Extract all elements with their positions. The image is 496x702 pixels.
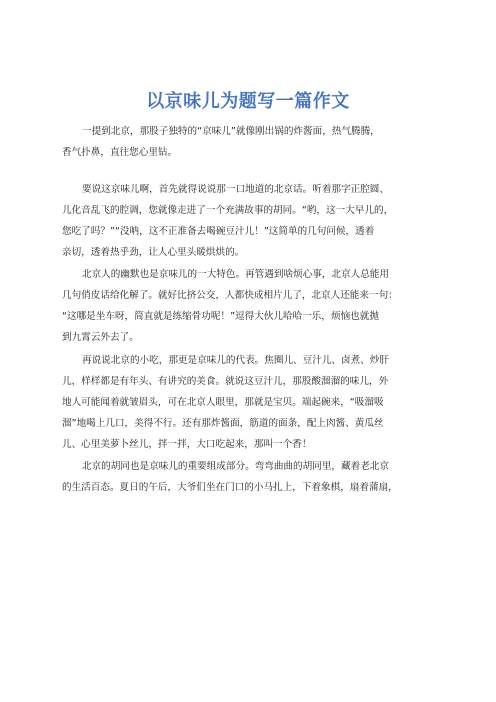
- paragraph-1: [62, 121, 442, 163]
- paragraph-3: [62, 264, 442, 348]
- paragraph-line: 的生活百态。夏日的午后，大爷们坐在门口的小马扎上，下着象棋，扇着蒲扇，: [62, 482, 398, 493]
- paragraph-4: [62, 350, 442, 455]
- paragraph-line: 儿、心里美萝卜丝儿，拌一拌，大口吃起来，那叫一个香！: [62, 439, 312, 450]
- paragraph-line: 再说说北京的小吃，那更是京味儿的代表。焦圈儿、豆汁儿、卤煮、炒肝: [82, 355, 389, 366]
- paragraph-line: 要说这京味儿啊，首先就得说说那一口地道的北京话。听着那字正腔圆、: [82, 184, 389, 195]
- paragraph-line: “这哪是坐车呀，简直就是练缩骨功呢！”逗得大伙儿哈哈一乐，烦恼也就抛: [62, 311, 379, 322]
- paragraph-line: 一提到北京，那股子独特的“京味儿”就像刚出锅的炸酱面，热气腾腾，: [82, 126, 380, 137]
- document-title: 以京味儿为题写一篇作文: [146, 91, 350, 112]
- paragraph-line: 几句俏皮话给化解了。就好比挤公交，人都快成相片儿了，北京人还能来一句：: [62, 290, 398, 301]
- paragraph-line: 到九霄云外去了。: [62, 332, 139, 343]
- paragraph-line: 儿化音乱飞的腔调，您就像走进了一个充满故事的胡同。“哟，这一大早儿的，: [62, 205, 394, 216]
- paragraph-2: [62, 179, 442, 263]
- paragraph-line: 北京人的幽默也是京味儿的一大特色。再管遇到啥烦心事，北京人总能用: [82, 269, 389, 280]
- paragraph-line: 地人可能闻着就皱眉头，可在北京人眼里，那就是宝贝。端起碗来，“吸溜吸: [62, 397, 384, 408]
- paragraph-line: 您吃了吗？”“没呐，这不正准备去喝碗豆汁儿！”这简单的几句问候，透着: [62, 226, 375, 237]
- paragraph-line: 香气扑鼻，直往您心里钻。: [62, 147, 178, 158]
- paragraph-5: [62, 456, 442, 498]
- paragraph-line: 亲切，透着热乎劲，让人心里头暖烘烘的。: [62, 247, 245, 258]
- paragraph-line: 北京的胡同也是京味儿的重要组成部分。弯弯曲曲的胡同里，藏着老北京: [82, 461, 389, 472]
- paragraph-line: 儿，样样都是有年头、有讲究的美食。就说这豆汁儿，那股酸溜溜的味儿，外: [62, 376, 389, 387]
- paragraph-line: 溜”地喝上几口，美得不行。还有那炸酱面，筋道的面条，配上肉酱、黄瓜丝: [62, 418, 384, 429]
